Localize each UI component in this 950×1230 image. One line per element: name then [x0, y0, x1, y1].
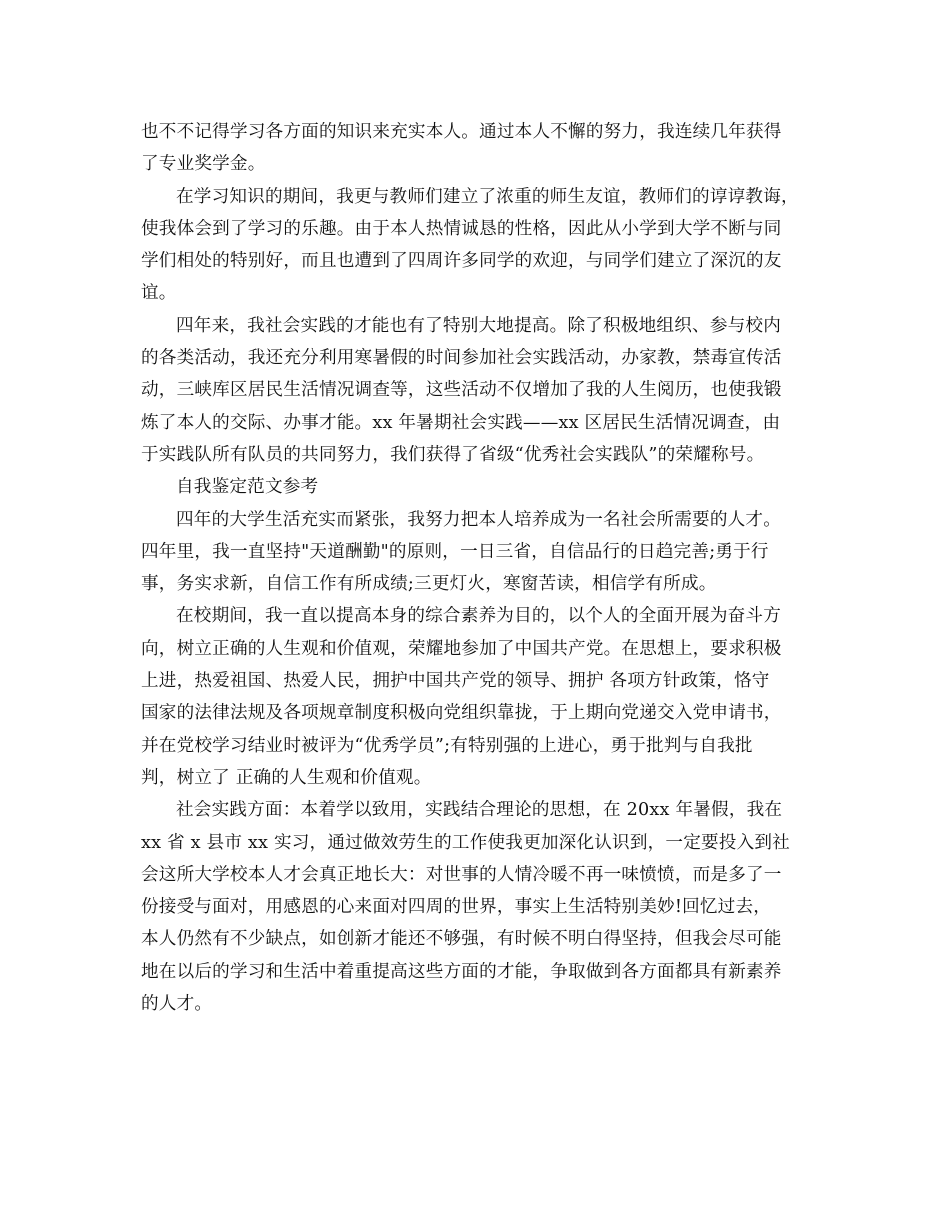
text-line: 地在以后的学习和生活中着重提高这些方面的才能，争取做到各方面都具有新素养 — [141, 961, 782, 982]
text-line: 使我体会到了学习的乐趣。由于本人热情诚恳的性格，因此从小学到大学不断与同 — [141, 218, 782, 239]
text-line: 炼了本人的交际、办事才能。xx 年暑期社会实践——xx 区居民生活情况调查，由 — [141, 412, 781, 433]
text-line: 四年里，我一直坚持"天道酬勤"的原则，一日三省，自信品行的日趋完善;勇于行 — [141, 541, 769, 562]
text-line: 四年来，我社会实践的才能也有了特别大地提高。除了积极地组织、参与校内 — [176, 315, 781, 336]
text-line: 也不不记得学习各方面的知识来充实本人。通过本人不懈的努力，我连续几年获得 — [141, 122, 782, 142]
text-line: 事，务实求新，自信工作有所成绩;三更灯火，寒窗苦读，相信学有所成。 — [141, 574, 717, 595]
text-line: 判，树立了 正确的人生观和价值观。 — [141, 767, 432, 788]
text-line: 向，树立正确的人生观和价值观，荣耀地参加了中国共产党。在思想上，要求积极 — [141, 638, 782, 659]
text-line: 会这所大学校本人才会真正地长大：对世事的人情冷暖不再一味愤愤，而是多了一 — [141, 864, 782, 885]
text-line: 的人才。 — [141, 994, 213, 1015]
text-line: 了专业奖学金。 — [141, 154, 266, 175]
text-line: 本人仍然有不少缺点，如创新才能还不够强，有时候不明白得坚持，但我会尽可能 — [141, 929, 782, 950]
text-line: 谊。 — [141, 283, 177, 304]
text-line: 自我鉴定范文参考 — [176, 477, 319, 498]
text-line: 于实践队所有队员的共同努力，我们获得了省级“优秀社会实践队”的荣耀称号。 — [141, 444, 765, 465]
text-line: 并在党校学习结业时被评为“优秀学员”;有特别强的上进心，勇于批判与自我批 — [141, 735, 753, 756]
text-line: 在校期间，我一直以提高本身的综合素养为目的，以个人的全面开展为奋斗方 — [176, 606, 781, 627]
text-line: xx 省 x 县市 xx 实习，通过做效劳生的工作使我更加深化认识到，一定要投入到社 — [141, 832, 790, 853]
text-line: 国家的法律法规及各项规章制度积极向党组织靠拢，于上期向党递交入党申请书， — [141, 703, 782, 724]
text-line: 社会实践方面：本着学以致用，实践结合理论的思想，在 20xx 年暑假，我在 — [176, 800, 783, 821]
document-body — [141, 116, 813, 1020]
text-line: 动，三峡库区居民生活情况调查等，这些活动不仅增加了我的人生阅历，也使我锻 — [141, 380, 782, 401]
text-line: 份接受与面对，用感恩的心来面对四周的世界，事实上生活特别美妙!回忆过去， — [141, 897, 772, 918]
text-line: 上进，热爱祖国、热爱人民，拥护中国共产党的领导、拥护 各项方针政策，恪守 — [141, 671, 770, 692]
text-line: 四年的大学生活充实而紧张，我努力把本人培养成为一名社会所需要的人才。 — [176, 509, 781, 530]
text-line: 在学习知识的期间，我更与教师们建立了浓重的师生友谊，教师们的谆谆教诲， — [176, 186, 799, 207]
text-line: 的各类活动，我还充分利用寒暑假的时间参加社会实践活动，办家教，禁毒宣传活 — [141, 348, 782, 369]
text-line: 学们相处的特别好，而且也遭到了四周许多同学的欢迎，与同学们建立了深沉的友 — [141, 251, 782, 272]
